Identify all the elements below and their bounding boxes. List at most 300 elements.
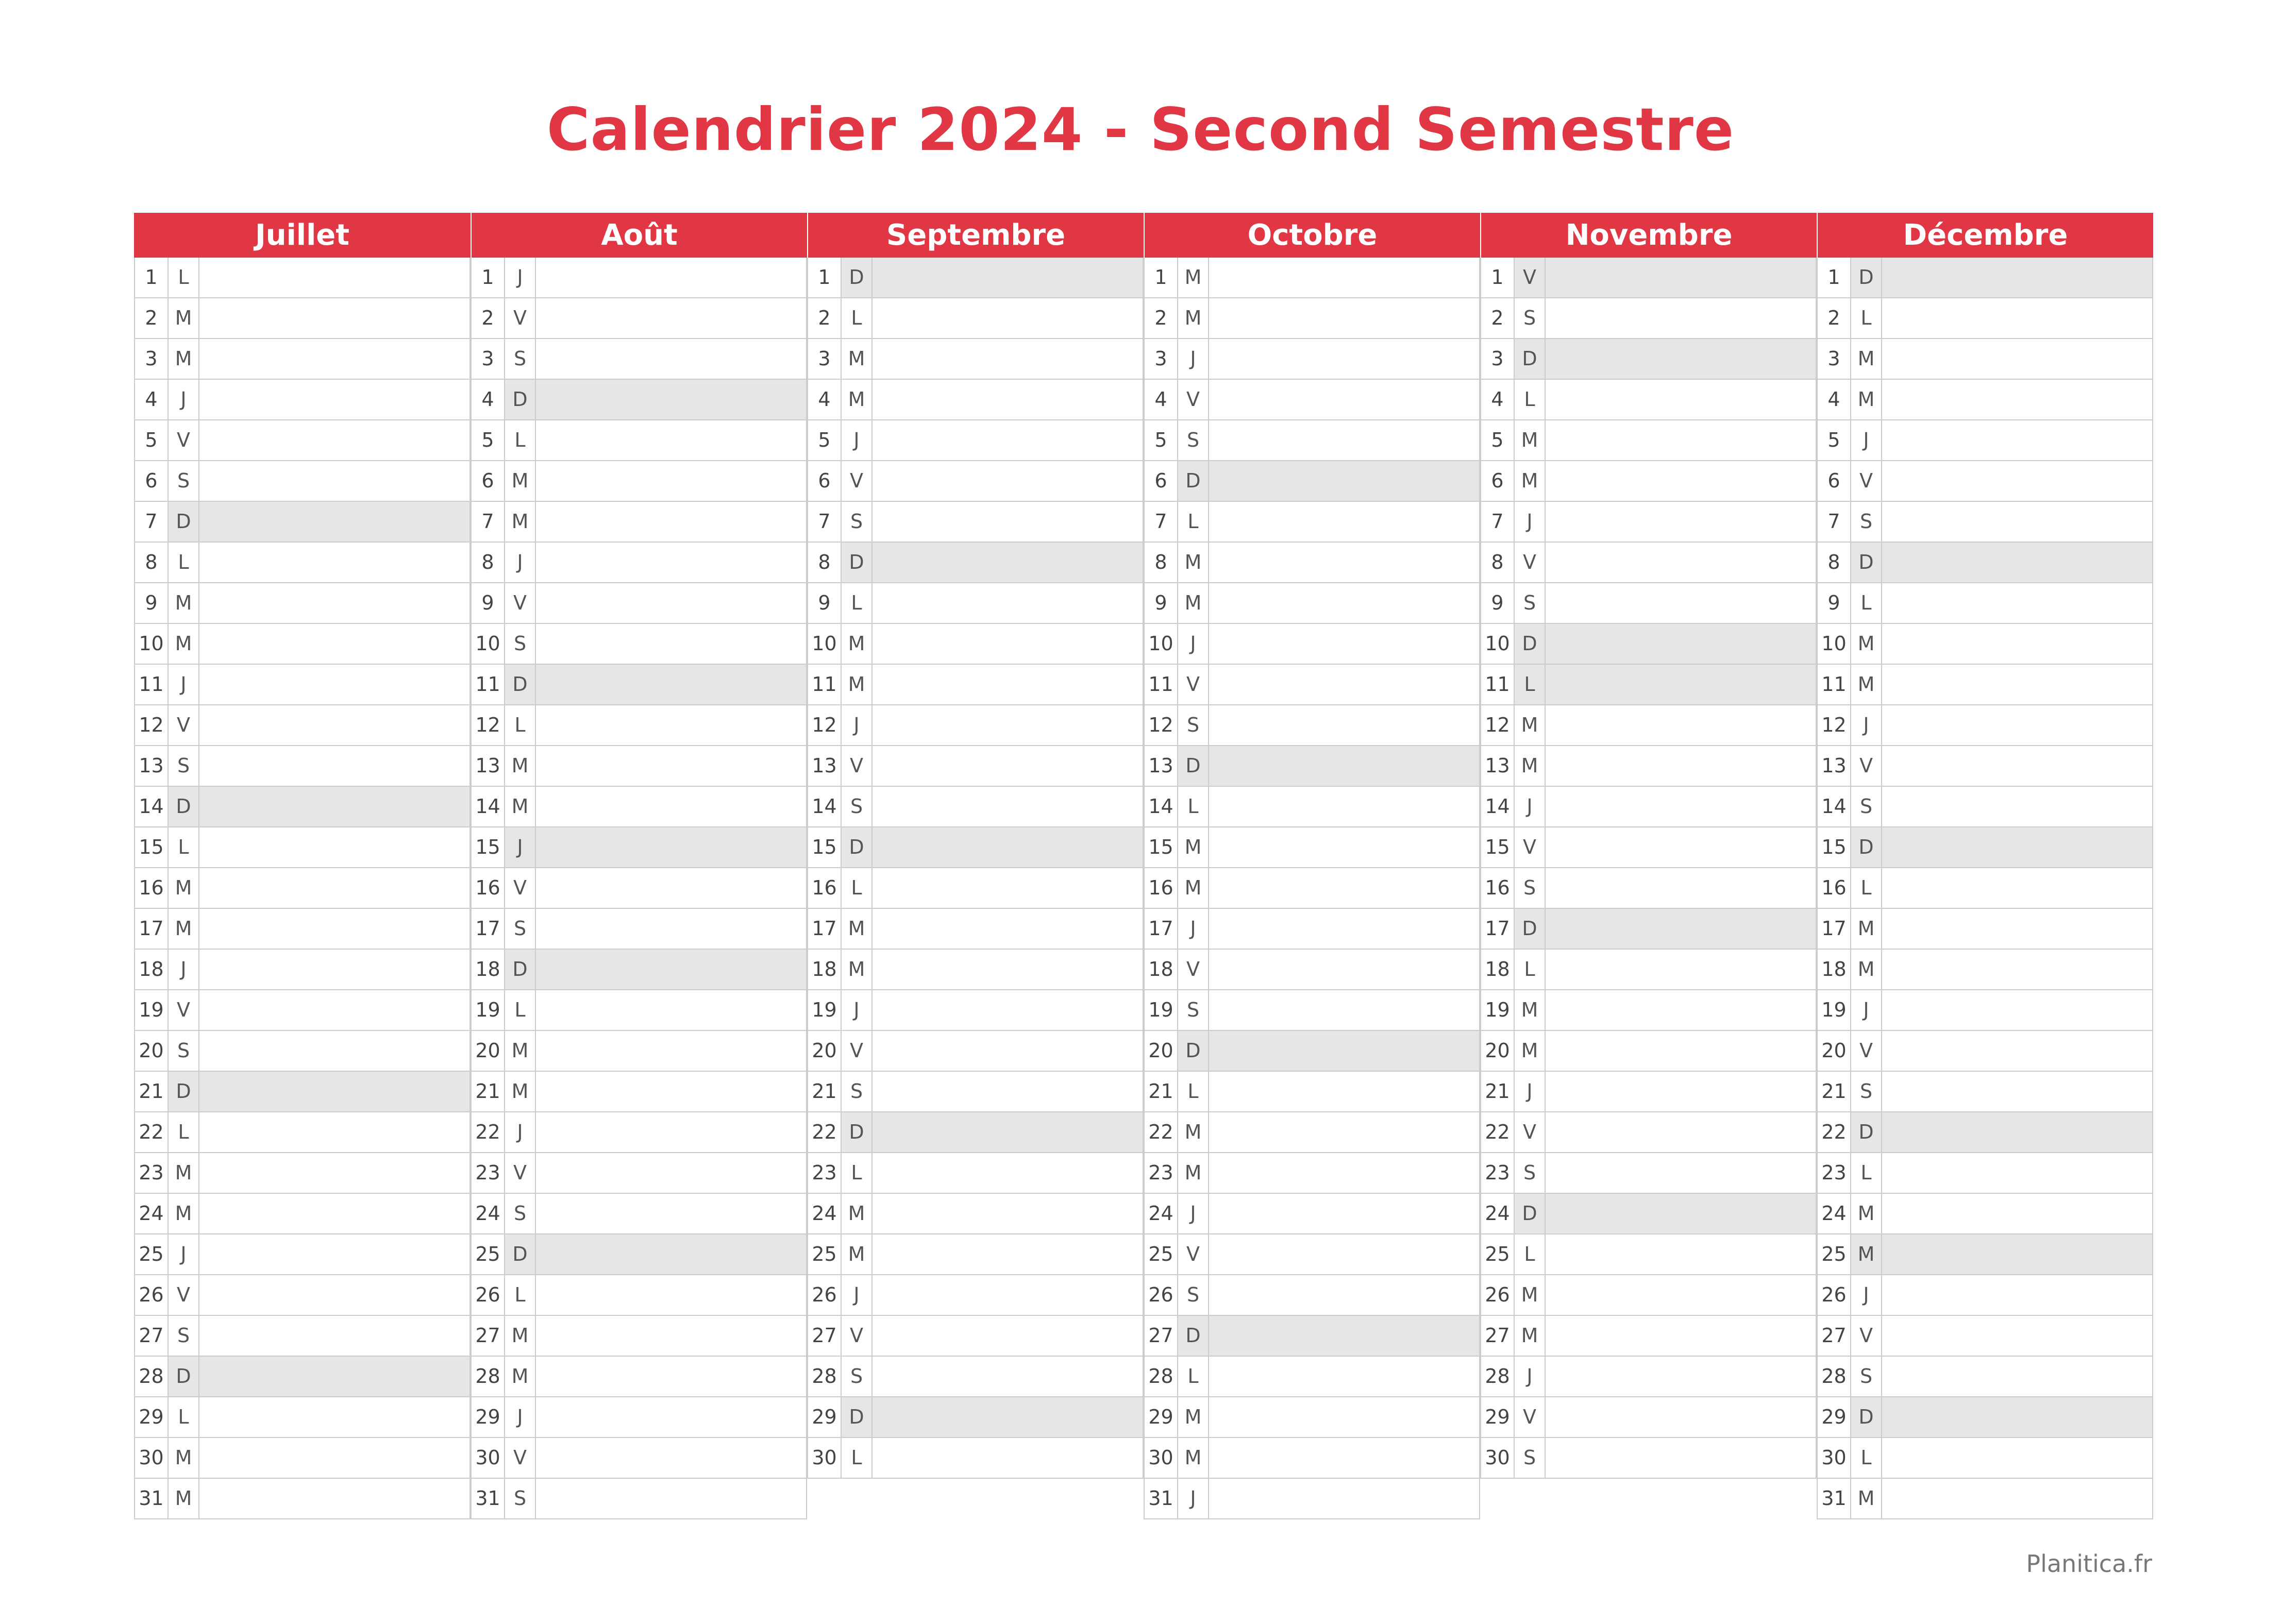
- weekday-letter: D: [1177, 461, 1209, 501]
- day-number: 29: [812, 1406, 837, 1428]
- weekday-letter: J: [841, 1275, 873, 1315]
- day-row: [134, 380, 471, 420]
- day-note-area: [1209, 665, 1479, 704]
- weekday-letter: V: [167, 705, 199, 745]
- day-row: [1817, 1234, 2153, 1275]
- day-note-area: [1209, 1031, 1479, 1071]
- day-number: 29: [475, 1406, 500, 1428]
- day-note-area: [873, 583, 1143, 623]
- weekday-letter: D: [1177, 1316, 1209, 1356]
- day-number: 2: [481, 307, 494, 329]
- day-row: [134, 543, 471, 583]
- day-note-area: [1882, 827, 2152, 867]
- day-number: 24: [1148, 1202, 1173, 1225]
- month-header: Novembre: [1480, 213, 1817, 258]
- weekday-letter: M: [1514, 420, 1546, 460]
- day-note-area: [873, 1397, 1143, 1437]
- weekday-letter: D: [167, 1357, 199, 1396]
- day-note-area: [1209, 258, 1479, 297]
- day-note-area: [1546, 1031, 1816, 1071]
- day-note-area: [536, 705, 806, 745]
- day-number: 13: [139, 754, 164, 777]
- weekday-letter: J: [1514, 787, 1546, 826]
- day-row: [1480, 624, 1817, 665]
- day-number: 30: [475, 1446, 500, 1469]
- weekday-letter: D: [504, 665, 536, 704]
- day-number: 11: [475, 673, 500, 696]
- weekday-letter: V: [1514, 543, 1546, 582]
- day-row: [134, 258, 471, 298]
- weekday-letter: J: [504, 827, 536, 867]
- day-number: 2: [145, 307, 158, 329]
- day-note-area: [199, 909, 469, 949]
- weekday-letter: D: [1514, 909, 1546, 949]
- day-note-area: [873, 665, 1143, 704]
- day-note-area: [1882, 461, 2152, 501]
- weekday-letter: V: [1850, 461, 1882, 501]
- day-row: [1144, 420, 1480, 461]
- weekday-letter: S: [1177, 1275, 1209, 1315]
- weekday-letter: D: [841, 1397, 873, 1437]
- weekday-letter: D: [167, 1072, 199, 1111]
- page-title: Calendrier 2024 - Second Semestre: [546, 95, 1735, 164]
- day-note-area: [1546, 746, 1816, 786]
- day-number: 7: [1154, 510, 1167, 533]
- day-row: [134, 665, 471, 705]
- day-note-area: [1882, 950, 2152, 989]
- day-number: 29: [1485, 1406, 1510, 1428]
- day-row: [1817, 420, 2153, 461]
- weekday-letter: L: [167, 258, 199, 297]
- day-number: 19: [1821, 999, 1847, 1021]
- day-note-area: [873, 1072, 1143, 1111]
- weekday-letter: M: [1514, 1031, 1546, 1071]
- weekday-letter: J: [1177, 1479, 1209, 1518]
- weekday-letter: J: [504, 258, 536, 297]
- weekday-letter: M: [1177, 1153, 1209, 1193]
- day-row: [134, 1072, 471, 1112]
- day-note-area: [199, 1234, 469, 1274]
- day-number: 4: [818, 388, 831, 411]
- weekday-letter: S: [167, 746, 199, 786]
- day-row: [1144, 1234, 1480, 1275]
- day-note-area: [1882, 1438, 2152, 1478]
- day-number: 7: [145, 510, 158, 533]
- month-column: [134, 213, 471, 1515]
- day-note-area: [536, 1275, 806, 1315]
- day-number: 1: [1827, 266, 1840, 289]
- day-number: 26: [1148, 1283, 1173, 1306]
- day-row: [471, 543, 807, 583]
- day-note-area: [199, 583, 469, 623]
- day-note-area: [1209, 502, 1479, 542]
- day-row: [134, 1112, 471, 1153]
- weekday-letter: S: [1850, 502, 1882, 542]
- day-number: 24: [1821, 1202, 1847, 1225]
- weekday-letter: V: [1177, 950, 1209, 989]
- weekday-letter: S: [1177, 990, 1209, 1030]
- day-number: 27: [1821, 1324, 1847, 1347]
- day-row: [1817, 1316, 2153, 1357]
- day-note-area: [199, 624, 469, 664]
- day-row: [471, 583, 807, 624]
- weekday-letter: M: [1850, 950, 1882, 989]
- day-note-area: [1546, 1357, 1816, 1396]
- day-note-area: [199, 380, 469, 419]
- day-note-area: [199, 461, 469, 501]
- day-number: 22: [1821, 1121, 1847, 1143]
- weekday-letter: L: [1177, 1357, 1209, 1396]
- day-row: [807, 868, 1144, 909]
- day-note-area: [1546, 339, 1816, 379]
- day-number: 20: [1821, 1039, 1847, 1062]
- weekday-letter: V: [841, 1316, 873, 1356]
- day-number: 12: [139, 714, 164, 736]
- day-row: [1817, 1072, 2153, 1112]
- weekday-letter: M: [1177, 1397, 1209, 1437]
- day-number: 5: [818, 429, 831, 451]
- day-number: 30: [1485, 1446, 1510, 1469]
- day-note-area: [1546, 990, 1816, 1030]
- day-number: 1: [818, 266, 831, 289]
- day-number: 22: [139, 1121, 164, 1143]
- day-note-area: [1546, 583, 1816, 623]
- weekday-letter: M: [167, 298, 199, 338]
- day-note-area: [1546, 868, 1816, 908]
- weekday-letter: M: [1514, 746, 1546, 786]
- day-note-area: [873, 1357, 1143, 1396]
- day-note-area: [1546, 1275, 1816, 1315]
- weekday-letter: L: [841, 868, 873, 908]
- day-row: [1144, 583, 1480, 624]
- weekday-letter: S: [167, 1316, 199, 1356]
- day-row: [1480, 950, 1817, 990]
- day-row: [807, 950, 1144, 990]
- day-note-area: [1546, 665, 1816, 704]
- weekday-letter: M: [167, 1153, 199, 1193]
- day-row: [1144, 1357, 1480, 1397]
- day-row: [807, 827, 1144, 868]
- weekday-letter: S: [1514, 1438, 1546, 1478]
- day-number: 21: [1485, 1080, 1510, 1103]
- weekday-letter: D: [504, 950, 536, 989]
- day-row: [807, 258, 1144, 298]
- day-note-area: [1546, 787, 1816, 826]
- weekday-letter: V: [1514, 258, 1546, 297]
- day-note-area: [536, 1072, 806, 1111]
- day-row: [1480, 1112, 1817, 1153]
- day-note-area: [873, 1031, 1143, 1071]
- day-note-area: [1546, 420, 1816, 460]
- weekday-letter: V: [504, 583, 536, 623]
- weekday-letter: D: [504, 1234, 536, 1274]
- day-row: [1480, 1316, 1817, 1357]
- weekday-letter: J: [841, 990, 873, 1030]
- day-number: 13: [1148, 754, 1173, 777]
- day-note-area: [1209, 1153, 1479, 1193]
- weekday-letter: M: [1850, 665, 1882, 704]
- day-number: 4: [1154, 388, 1167, 411]
- weekday-letter: V: [1177, 1234, 1209, 1274]
- weekday-letter: S: [841, 1357, 873, 1396]
- day-row: [1817, 705, 2153, 746]
- day-row: [1144, 339, 1480, 380]
- day-number: 7: [818, 510, 831, 533]
- day-note-area: [1882, 420, 2152, 460]
- day-row: [471, 1194, 807, 1234]
- day-row: [807, 624, 1144, 665]
- day-number: 11: [139, 673, 164, 696]
- day-number: 4: [1827, 388, 1840, 411]
- day-row: [1817, 1397, 2153, 1438]
- month-column: [1144, 213, 1480, 1515]
- day-note-area: [1882, 339, 2152, 379]
- day-row: [807, 1316, 1144, 1357]
- weekday-letter: D: [841, 543, 873, 582]
- day-note-area: [199, 420, 469, 460]
- day-note-area: [1209, 1357, 1479, 1396]
- day-number: 23: [1485, 1161, 1510, 1184]
- day-note-area: [1209, 990, 1479, 1030]
- day-number: 21: [475, 1080, 500, 1103]
- weekday-letter: S: [1514, 298, 1546, 338]
- day-note-area: [199, 543, 469, 582]
- day-number: 8: [1154, 551, 1167, 573]
- day-row: [134, 909, 471, 950]
- weekday-letter: M: [504, 1072, 536, 1111]
- weekday-letter: M: [167, 868, 199, 908]
- weekday-letter: M: [1177, 543, 1209, 582]
- weekday-letter: M: [504, 746, 536, 786]
- day-row: [1144, 990, 1480, 1031]
- weekday-letter: M: [1177, 1438, 1209, 1478]
- weekday-letter: V: [841, 746, 873, 786]
- day-number: 27: [1485, 1324, 1510, 1347]
- weekday-letter: L: [841, 298, 873, 338]
- day-row: [471, 827, 807, 868]
- day-note-area: [536, 380, 806, 419]
- day-number: 20: [139, 1039, 164, 1062]
- day-note-area: [873, 950, 1143, 989]
- weekday-letter: M: [167, 1194, 199, 1233]
- day-note-area: [1209, 909, 1479, 949]
- weekday-letter: S: [1514, 583, 1546, 623]
- day-note-area: [873, 787, 1143, 826]
- day-note-area: [536, 502, 806, 542]
- weekday-letter: D: [1514, 339, 1546, 379]
- month-column: [1817, 213, 2153, 1515]
- weekday-letter: M: [841, 909, 873, 949]
- day-number: 12: [1821, 714, 1847, 736]
- day-number: 26: [1821, 1283, 1847, 1306]
- day-note-area: [1209, 624, 1479, 664]
- day-number: 15: [1148, 836, 1173, 858]
- weekday-letter: J: [167, 665, 199, 704]
- day-note-area: [1209, 787, 1479, 826]
- weekday-letter: M: [1514, 1316, 1546, 1356]
- day-number: 13: [1821, 754, 1847, 777]
- day-number: 5: [1491, 429, 1504, 451]
- weekday-letter: D: [1514, 624, 1546, 664]
- month-header: Juillet: [134, 213, 471, 258]
- day-note-area: [199, 665, 469, 704]
- day-note-area: [873, 420, 1143, 460]
- weekday-letter: S: [504, 1479, 536, 1518]
- day-row: [1480, 1438, 1817, 1479]
- weekday-letter: D: [1850, 827, 1882, 867]
- day-note-area: [873, 705, 1143, 745]
- day-row: [471, 1031, 807, 1072]
- day-number: 6: [1154, 469, 1167, 492]
- day-note-area: [536, 1438, 806, 1478]
- day-row: [1817, 1112, 2153, 1153]
- day-row: [1480, 868, 1817, 909]
- day-row: [471, 990, 807, 1031]
- day-row: [807, 1072, 1144, 1112]
- day-number: 25: [1148, 1243, 1173, 1265]
- day-number: 16: [812, 876, 837, 899]
- day-note-area: [199, 1112, 469, 1152]
- day-note-area: [873, 502, 1143, 542]
- day-row: [1144, 665, 1480, 705]
- day-note-area: [1882, 787, 2152, 826]
- weekday-letter: S: [167, 461, 199, 501]
- day-number: 26: [139, 1283, 164, 1306]
- weekday-letter: L: [1177, 502, 1209, 542]
- day-row: [807, 1357, 1144, 1397]
- day-number: 28: [1148, 1365, 1173, 1388]
- weekday-letter: L: [1850, 1153, 1882, 1193]
- day-number: 31: [1148, 1487, 1173, 1510]
- day-row: [134, 827, 471, 868]
- day-row: [1144, 258, 1480, 298]
- month-header: Septembre: [807, 213, 1144, 258]
- day-row: [1480, 583, 1817, 624]
- day-row: [471, 746, 807, 787]
- day-number: 26: [812, 1283, 837, 1306]
- day-row: [1480, 909, 1817, 950]
- weekday-letter: S: [1850, 787, 1882, 826]
- day-number: 11: [812, 673, 837, 696]
- day-number: 17: [475, 917, 500, 940]
- day-row: [1817, 624, 2153, 665]
- day-number: 20: [812, 1039, 837, 1062]
- day-number: 17: [812, 917, 837, 940]
- weekday-letter: M: [841, 339, 873, 379]
- day-row: [1144, 950, 1480, 990]
- day-number: 27: [475, 1324, 500, 1347]
- day-number: 22: [1485, 1121, 1510, 1143]
- day-number: 17: [1148, 917, 1173, 940]
- day-row: [134, 746, 471, 787]
- day-number: 11: [1148, 673, 1173, 696]
- weekday-letter: L: [1514, 1234, 1546, 1274]
- day-number: 27: [139, 1324, 164, 1347]
- day-note-area: [536, 1153, 806, 1193]
- day-note-area: [1882, 298, 2152, 338]
- day-note-area: [536, 461, 806, 501]
- weekday-letter: M: [167, 1438, 199, 1478]
- day-note-area: [536, 990, 806, 1030]
- day-row: [807, 909, 1144, 950]
- day-number: 30: [139, 1446, 164, 1469]
- day-number: 21: [1148, 1080, 1173, 1103]
- day-row: [1144, 1438, 1480, 1479]
- day-note-area: [1209, 1275, 1479, 1315]
- day-row: [471, 298, 807, 339]
- weekday-letter: J: [167, 950, 199, 989]
- month-header: Octobre: [1144, 213, 1480, 258]
- day-note-area: [536, 1112, 806, 1152]
- weekday-letter: J: [1850, 990, 1882, 1030]
- day-note-area: [199, 705, 469, 745]
- day-number: 24: [1485, 1202, 1510, 1225]
- day-note-area: [1882, 665, 2152, 704]
- weekday-letter: S: [167, 1031, 199, 1071]
- weekday-letter: D: [1177, 746, 1209, 786]
- day-row: [1480, 746, 1817, 787]
- day-note-area: [1209, 1316, 1479, 1356]
- weekday-letter: L: [1514, 950, 1546, 989]
- day-note-area: [536, 624, 806, 664]
- weekday-letter: D: [1850, 258, 1882, 297]
- day-row: [1817, 787, 2153, 827]
- day-number: 31: [1821, 1487, 1847, 1510]
- weekday-letter: M: [1177, 298, 1209, 338]
- day-note-area: [1546, 1438, 1816, 1478]
- day-note-area: [1209, 380, 1479, 419]
- weekday-letter: S: [1850, 1357, 1882, 1396]
- day-row: [1144, 1031, 1480, 1072]
- weekday-letter: L: [841, 1438, 873, 1478]
- day-row: [1144, 461, 1480, 502]
- day-row: [134, 339, 471, 380]
- weekday-letter: S: [504, 339, 536, 379]
- day-number: 20: [1148, 1039, 1173, 1062]
- weekday-letter: M: [1850, 1194, 1882, 1233]
- day-note-area: [536, 787, 806, 826]
- weekday-letter: J: [1177, 624, 1209, 664]
- weekday-letter: J: [841, 420, 873, 460]
- day-row: [1817, 868, 2153, 909]
- day-number: 19: [475, 999, 500, 1021]
- day-row: [807, 583, 1144, 624]
- day-row: [1144, 1112, 1480, 1153]
- day-row: [1480, 1234, 1817, 1275]
- day-note-area: [1882, 1275, 2152, 1315]
- day-note-area: [1882, 1479, 2152, 1518]
- day-row: [134, 705, 471, 746]
- day-row: [471, 1112, 807, 1153]
- weekday-letter: L: [1850, 868, 1882, 908]
- weekday-letter: V: [167, 1275, 199, 1315]
- weekday-letter: D: [167, 787, 199, 826]
- day-row: [1480, 1357, 1817, 1397]
- month-header: Août: [471, 213, 807, 258]
- day-note-area: [536, 1234, 806, 1274]
- weekday-letter: J: [504, 1397, 536, 1437]
- day-row: [1480, 827, 1817, 868]
- day-note-area: [536, 583, 806, 623]
- weekday-letter: M: [1177, 258, 1209, 297]
- day-number: 12: [1148, 714, 1173, 736]
- day-number: 13: [475, 754, 500, 777]
- weekday-letter: V: [504, 868, 536, 908]
- day-number: 9: [481, 591, 494, 614]
- weekday-letter: L: [504, 990, 536, 1030]
- day-row: [807, 1194, 1144, 1234]
- day-row: [807, 665, 1144, 705]
